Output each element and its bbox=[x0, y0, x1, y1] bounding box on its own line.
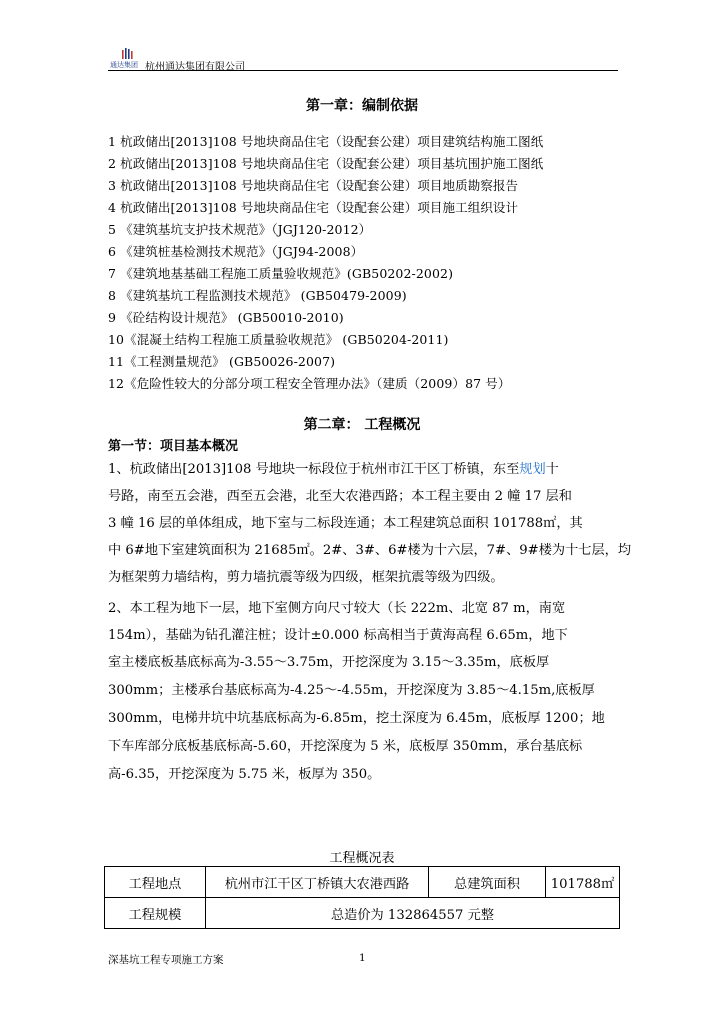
table-cell-value: 杭州市江干区丁桥镇大农港西路 bbox=[206, 867, 429, 898]
company-logo bbox=[110, 48, 146, 68]
table-row bbox=[105, 898, 620, 929]
reference-item: 5 《建筑基坑支护技术规范》（JGJ120-2012） bbox=[108, 222, 372, 237]
table-cell-label: 工程规模 bbox=[105, 898, 206, 929]
section1-title: 第一节：项目基本概况 bbox=[108, 439, 239, 454]
reference-item: 11《工程测量规范》 (GB50026-2007) bbox=[108, 354, 336, 369]
paragraph-line: 300mm；主楼承台基底标高为-4.25～-4.55m，开挖深度为 3.85～4.15m,底板厚 bbox=[108, 683, 595, 698]
reference-item: 1 杭政储出[2013]108 号地块商品住宅（设配套公建）项目建筑结构施工图纸 bbox=[108, 134, 544, 149]
paragraph-line: 3 幢 16 层的单体组成，地下室与二标段连通；本工程建筑总面积 101788㎡，其 bbox=[108, 516, 583, 531]
reference-item: 9 《砼结构设计规范》 (GB50010-2010) bbox=[108, 310, 344, 325]
table-cell-value: 101788㎡ bbox=[546, 867, 620, 898]
reference-item: 8 《建筑基坑工程监测技术规范》 (GB50479-2009) bbox=[108, 288, 407, 303]
table-row bbox=[105, 867, 620, 898]
paragraph-line bbox=[108, 458, 618, 477]
table-cell-value: 总造价为 132864557 元整 bbox=[206, 898, 620, 929]
paragraph-line: 中 6#地下室建筑面积为 21685㎡。2#、3#、6#楼为十六层，7#、9#楼为十七层，均 bbox=[108, 543, 632, 558]
paragraph-line: 高-6.35，开挖深度为 5.75 米，板厚为 350。 bbox=[108, 767, 381, 782]
paragraph-line: 2、本工程为地下一层，地下室侧方向尺寸较大（长 222m、北宽 87 m，南宽 bbox=[108, 601, 566, 616]
paragraph-line: 下车库部分底板基底标高-5.60，开挖深度为 5 米，底板厚 350mm，承台基底标 bbox=[108, 739, 583, 754]
page-number: 1 bbox=[359, 952, 366, 964]
company-name: 杭州通达集团有限公司 bbox=[145, 62, 245, 73]
paragraph-line: 为框架剪力墙结构，剪力墙抗震等级为四级，框架抗震等级为四级。 bbox=[108, 570, 504, 585]
reference-item: 2 杭政储出[2013]108 号地块商品住宅（设配套公建）项目基坑围护施工图纸 bbox=[108, 156, 544, 171]
paragraph-line: 154m），基础为钻孔灌注桩；设计±0.000 标高相当于黄海高程 6.65m，地下 bbox=[108, 628, 568, 643]
header-divider bbox=[108, 70, 618, 71]
paragraph-line: 号路，南至五会港，西至五会港，北至大农港西路；本工程主要由 2 幢 17 层和 bbox=[108, 489, 572, 504]
table-caption: 工程概况表 bbox=[329, 851, 395, 866]
reference-item: 10《混凝土结构工程施工质量验收规范》 (GB50204-2011) bbox=[108, 332, 449, 347]
chapter2-title: 第二章： 工程概况 bbox=[303, 417, 421, 433]
footer-doc-name: 深基坑工程专项施工方案 bbox=[108, 954, 224, 966]
logo-text: 通达集团 bbox=[110, 61, 138, 68]
paragraph-line: 300mm，电梯井坑中坑基底标高为-6.85m，挖土深度为 6.45m，底板厚 1200；地 bbox=[108, 711, 605, 726]
overview-table bbox=[104, 866, 620, 929]
chapter1-title: 第一章：编制依据 bbox=[306, 98, 418, 114]
reference-item: 4 杭政储出[2013]108 号地块商品住宅（设配套公建）项目施工组织设计 bbox=[108, 200, 519, 215]
paragraph-text: 十 bbox=[545, 462, 559, 477]
table-cell-label: 总建筑面积 bbox=[429, 867, 546, 898]
reference-item: 6 《建筑桩基检测技术规范》（JGJ94-2008） bbox=[108, 244, 364, 259]
table-cell-label: 工程地点 bbox=[105, 867, 206, 898]
reference-item: 12《危险性较大的分部分项工程安全管理办法》（建质（2009）87 号） bbox=[108, 376, 511, 391]
reference-item: 3 杭政储出[2013]108 号地块商品住宅（设配套公建）项目地质勘察报告 bbox=[108, 178, 519, 193]
paragraph-line: 室主楼底板基底标高为-3.55～3.75m，开挖深度为 3.15～3.35m，底板厚 bbox=[108, 655, 550, 670]
paragraph-text: 1、杭政储出[2013]108 号地块一标段位于杭州市江干区丁桥镇，东至 bbox=[108, 462, 520, 477]
page-header bbox=[108, 46, 618, 72]
planning-link[interactable]: 规划 bbox=[519, 462, 546, 477]
reference-item: 7 《建筑地基基础工程施工质量验收规范》(GB50202-2002) bbox=[108, 266, 454, 281]
